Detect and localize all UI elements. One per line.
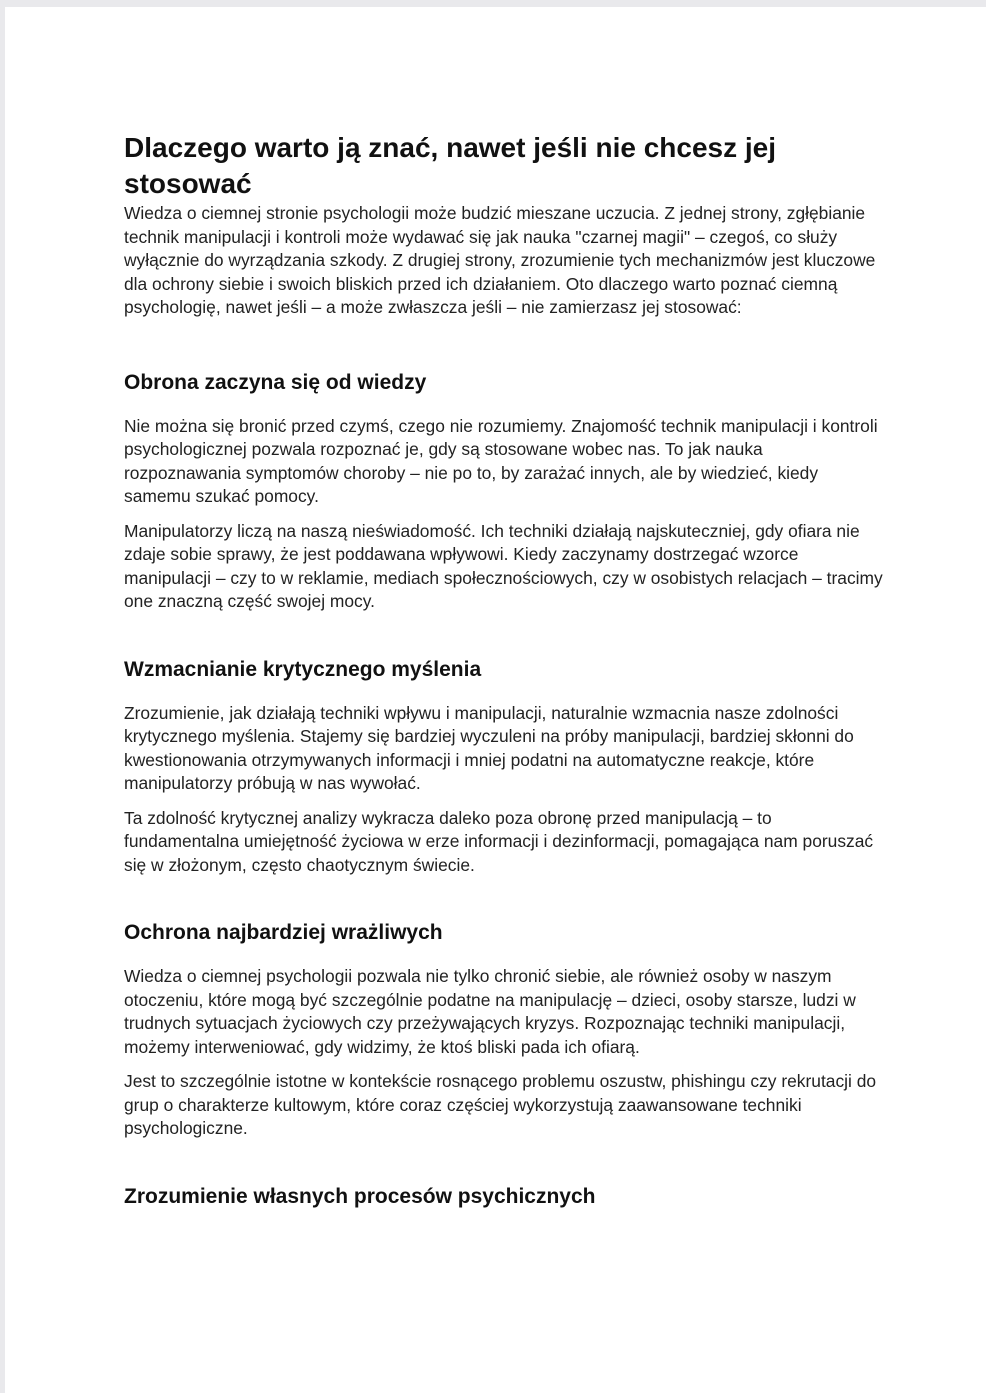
document-title: Dlaczego warto ją znać, nawet jeśli nie chcesz jej stosować [124, 132, 777, 199]
section-paragraph: Jest to szczególnie istotne w kontekście rosnącego problemu oszustw, phishingu czy rekrutacji do grup o charakterze kultowym, które coraz częściej wykorzystują zaawansowane techniki psychologiczne. [124, 1071, 877, 1138]
section-heading: Zrozumienie własnych procesów psychicznych [124, 1184, 596, 1208]
section-paragraph: Ta zdolność krytycznej analizy wykracza daleko poza obronę przed manipulacją – to fundamentalna umiejętność życiowa w erze informacji i dezinformacji, pomagająca nam poruszać się w złożonym, często chaotycznym świecie. [124, 807, 874, 875]
section-heading: Wzmacnianie krytycznego myślenia [124, 657, 482, 681]
section-paragraph: Zrozumienie, jak działają techniki wpływu i manipulacji, naturalnie wzmacnia nasze zdolności krytycznego myślenia. Stajemy się bardziej wyczuleni na próby manipulacji, bardziej skłonni do kwestionowania otrzymywanych informacji i mniej podatni na automatyczne reakcje, które manipulatorzy próbują w nas wywołać. [124, 702, 854, 793]
section-heading: Ochrona najbardziej wrażliwych [124, 921, 443, 944]
intro-paragraph: Wiedza o ciemnej stronie psychologii może budzić mieszane uczucia. Z jednej strony, zgłębianie technik manipulacji i kontroli może wydawać się jak nauka "czarnej magii" – czegoś, co służy wyłącznie do wyrządzania szkody. Z drugiej strony, zrozumienie tych mechanizmów jest kluczowe dla ochrony siebie i swoich bliskich przed ich działaniem. Oto dlaczego warto poznać ciemną psychologię, nawet jeśli – a może zwłaszcza jeśli – nie zamierzasz jej stosować: [124, 203, 876, 317]
section-paragraph: Nie można się bronić przed czymś, czego nie rozumiemy. Znajomość technik manipulacji i kontroli psychologicznej pozwala rozpoznać je, gdy są stosowane wobec nas. To jak nauka rozpoznawania symptomów choroby – nie po to, by zarażać innych, ale by wiedzieć, kiedy samemu szukać pomocy. [124, 415, 878, 506]
section-paragraph: Manipulatorzy liczą na naszą nieświadomość. Ich techniki działają najskuteczniej, gdy ofiara nie zdaje sobie sprawy, że jest poddawana wpływowi. Kiedy zaczynamy dostrzegać wzorce manipulacji – czy to w reklamie, mediach społecznościowych, czy w osobistych relacjach – tracimy one znaczną część swojej mocy. [124, 520, 883, 611]
document-page [5, 7, 986, 1393]
document-content [124, 130, 884, 1211]
section-paragraph: Wiedza o ciemnej psychologii pozwala nie tylko chronić siebie, ale również osoby w naszym otoczeniu, które mogą być szczególnie podatne na manipulację – dzieci, osoby starsze, ludzi w trudnych sytuacjach życiowych czy przeżywających kryzys. Rozpoznając techniki manipulacji, możemy interweniować, gdy widzimy, że ktoś bliski pada ich ofiarą. [124, 966, 856, 1057]
section-heading: Obrona zaczyna się od wiedzy [124, 370, 427, 394]
